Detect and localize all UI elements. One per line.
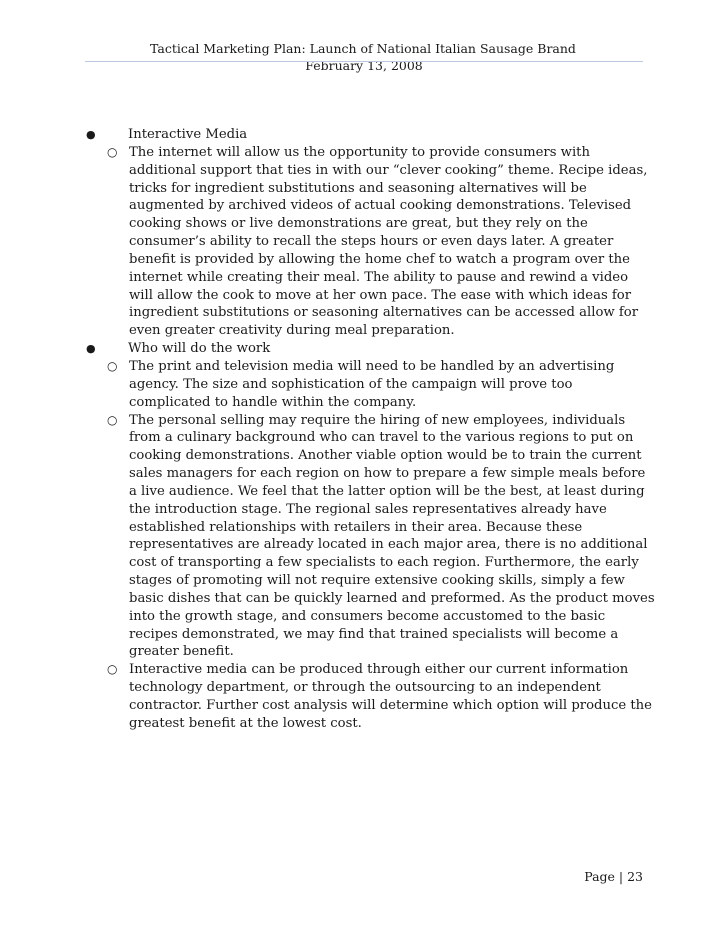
list-item-text: The print and television media will need to be handled by an advertising agency. The size and sophistication of the campaign will prove too complicated to handle within the company. <box>129 358 615 410</box>
list-item-text: Interactive media can be produced through either our current information technology department, or through the outsourcing to an independent contractor. Further cost analysis will determine which option will produce the greatest benefit at the lowest cost. <box>129 662 652 731</box>
page-header <box>0 40 728 74</box>
list-item <box>85 661 655 732</box>
document-title: Tactical Marketing Plan: Launch of National Italian Sausage Brand <box>150 41 576 56</box>
hollow-bullet-icon: ○ <box>107 412 118 427</box>
list-item-text: The personal selling may require the hiring of new employees, individuals from a culinary background who can travel to the various regions to put on cooking demonstrations. Another viable option would be to train the current sales managers for each region on how to prepare a few simple meals before a live audience. We feel that the latter option will be the best, at least during the introduction stage. The regional sales representatives already have established relationships with retailers in their area. Because these representatives are already located in each major area, there is no additional cost of transporting a few specialists to each region. Furthermore, the early stages of promoting will not require extensive cooking skills, simply a few basic dishes that can be quickly learned and preformed. As the product moves into the growth stage, and consumers become accustomed to the basic recipes demonstrated, we may find that trained specialists will become a greater benefit. <box>129 412 655 660</box>
hollow-bullet-icon: ○ <box>107 662 118 677</box>
page-footer <box>0 868 643 885</box>
hollow-bullet-icon: ○ <box>107 358 118 373</box>
document-date: February 13, 2008 <box>305 58 423 73</box>
list-item <box>85 144 655 340</box>
section-heading: Who will do the work <box>128 341 271 357</box>
list-item-text: The internet will allow us the opportunity to provide consumers with additional support that ties in with our “clever cooking” theme. Recipe ideas, tricks for ingredient substitutions and seasoning alternatives will be augmented by archived videos of actual cooking demonstrations. Televised cooking shows or live demonstrations are great, but they rely on the consumer’s ability to recall the steps hours or even days later. A greater benefit is provided by allowing the home chef to watch a program over the internet while creating their meal. The ability to pause and rewind a video will allow the cook to move at her own pace. The ease with which ideas for ingredient substitutions or seasoning alternatives can be accessed allow for even greater creativity during meal preparation. <box>129 144 648 339</box>
list-item <box>85 358 655 412</box>
section-interactive-media <box>85 126 655 340</box>
filled-bullet-icon: ● <box>86 128 96 141</box>
page-number: Page | 23 <box>584 869 643 884</box>
section-heading: Interactive Media <box>128 127 248 142</box>
header-divider <box>85 61 643 62</box>
list-item <box>85 412 655 662</box>
sub-list <box>85 358 655 733</box>
hollow-bullet-icon: ○ <box>107 144 118 159</box>
filled-bullet-icon: ● <box>86 342 96 356</box>
section-who-will-do-the-work <box>85 340 655 733</box>
sub-list <box>85 144 655 340</box>
document-body <box>85 126 655 733</box>
